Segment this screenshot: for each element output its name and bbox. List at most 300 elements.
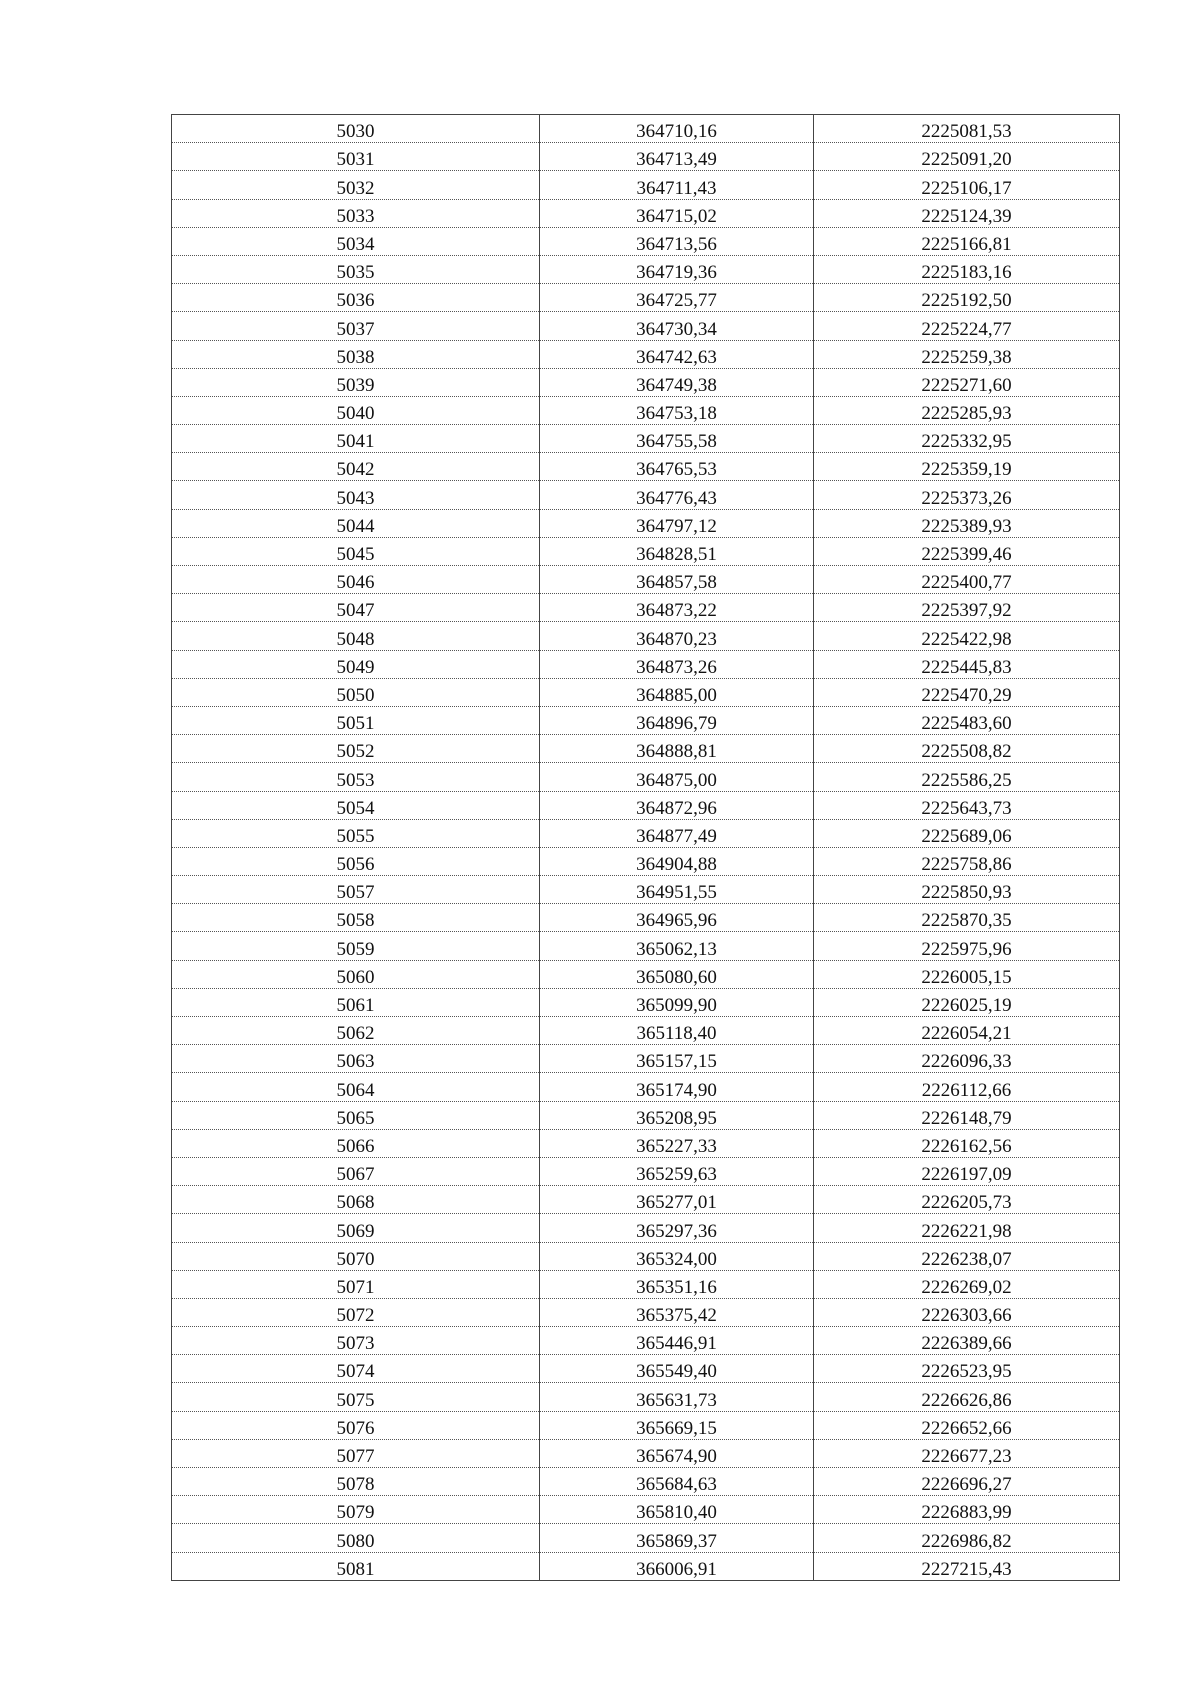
table-row [172, 904, 1120, 932]
cell-text: 2226269,02 [921, 1276, 1012, 1298]
y-coordinate-cell [814, 904, 1120, 932]
y-coordinate-cell [814, 368, 1120, 396]
table-row [172, 1214, 1120, 1242]
x-coordinate-cell [540, 312, 814, 340]
cell-text: 364715,02 [636, 205, 717, 227]
point-number-cell [172, 143, 540, 171]
y-coordinate-cell [814, 622, 1120, 650]
cell-text: 5052 [336, 741, 375, 763]
y-coordinate-cell [814, 763, 1120, 791]
cell-text: 5077 [336, 1446, 375, 1467]
cell-text: 5063 [336, 1051, 375, 1073]
y-coordinate-cell [814, 1298, 1120, 1326]
y-coordinate-cell [814, 1017, 1120, 1045]
point-number-cell [172, 847, 540, 875]
cell-text: 365099,90 [636, 995, 717, 1016]
point-number-cell [172, 1411, 540, 1439]
x-coordinate-cell [540, 706, 814, 734]
point-number-cell [172, 227, 540, 255]
y-coordinate-cell [814, 791, 1120, 819]
cell-text: 2225224,77 [921, 318, 1012, 340]
cell-text: 2225091,20 [921, 149, 1012, 171]
x-coordinate-cell [540, 1129, 814, 1157]
cell-text: 5080 [336, 1530, 375, 1552]
cell-text: 364873,22 [636, 600, 717, 622]
x-coordinate-cell [540, 1101, 814, 1129]
y-coordinate-cell [814, 1101, 1120, 1129]
cell-text: 5033 [336, 205, 375, 227]
table-row [172, 1129, 1120, 1157]
cell-text: 365549,40 [636, 1361, 717, 1383]
y-coordinate-cell [814, 960, 1120, 988]
x-coordinate-cell [540, 255, 814, 283]
point-number-cell [172, 1157, 540, 1185]
table-row [172, 735, 1120, 763]
table-row [172, 706, 1120, 734]
cell-text: 364872,96 [636, 797, 717, 819]
cell-text: 2226626,86 [921, 1389, 1012, 1411]
cell-text: 2226303,66 [921, 1305, 1012, 1327]
point-number-cell [172, 368, 540, 396]
cell-text: 2225106,17 [921, 177, 1012, 199]
cell-text: 364904,88 [636, 854, 717, 876]
cell-text: 2226883,99 [921, 1502, 1012, 1524]
x-coordinate-cell [540, 1214, 814, 1242]
cell-text: 364730,34 [636, 318, 717, 340]
point-number-cell [172, 932, 540, 960]
cell-text: 5036 [336, 290, 375, 312]
point-number-cell [172, 1439, 540, 1467]
x-coordinate-cell [540, 340, 814, 368]
cell-text: 365208,95 [636, 1107, 717, 1129]
x-coordinate-cell [540, 1496, 814, 1524]
point-number-cell [172, 1017, 540, 1045]
y-coordinate-cell [814, 594, 1120, 622]
cell-text: 364725,77 [636, 290, 717, 312]
table-row [172, 1017, 1120, 1045]
x-coordinate-cell [540, 904, 814, 932]
x-coordinate-cell [540, 622, 814, 650]
table-row [172, 171, 1120, 199]
y-coordinate-cell [814, 1439, 1120, 1467]
cell-text: 5081 [336, 1558, 375, 1580]
cell-text: 5040 [336, 403, 375, 425]
x-coordinate-cell [540, 1157, 814, 1185]
point-number-cell [172, 171, 540, 199]
point-number-cell [172, 566, 540, 594]
table-row [172, 425, 1120, 453]
cell-text: 365674,90 [636, 1446, 717, 1467]
cell-text: 5060 [336, 966, 375, 988]
cell-text: 364797,12 [636, 515, 717, 537]
y-coordinate-cell [814, 1496, 1120, 1524]
cell-text: 5064 [336, 1079, 375, 1101]
cell-text: 2225259,38 [921, 346, 1012, 368]
cell-text: 5058 [336, 910, 375, 932]
point-number-cell [172, 819, 540, 847]
point-number-cell [172, 706, 540, 734]
x-coordinate-cell [540, 115, 814, 143]
point-number-cell [172, 1327, 540, 1355]
table-row [172, 143, 1120, 171]
cell-text: 2226148,79 [921, 1107, 1012, 1129]
table-row [172, 227, 1120, 255]
y-coordinate-cell [814, 171, 1120, 199]
cell-text: 5044 [336, 515, 375, 537]
cell-text: 364753,18 [636, 403, 717, 425]
x-coordinate-cell [540, 791, 814, 819]
cell-text: 5059 [336, 938, 375, 960]
cell-text: 2226652,66 [921, 1417, 1012, 1439]
cell-text: 364755,58 [636, 431, 717, 453]
point-number-cell [172, 1073, 540, 1101]
cell-text: 5041 [336, 431, 375, 453]
cell-text: 365324,00 [636, 1248, 717, 1270]
x-coordinate-cell [540, 735, 814, 763]
cell-text: 2225850,93 [921, 882, 1012, 904]
cell-text: 5070 [336, 1248, 375, 1270]
point-number-cell [172, 650, 540, 678]
y-coordinate-cell [814, 1411, 1120, 1439]
cell-text: 5031 [336, 149, 375, 171]
cell-text: 2227215,43 [921, 1558, 1012, 1580]
cell-text: 2225400,77 [921, 572, 1012, 594]
cell-text: 5069 [336, 1220, 375, 1242]
table-row [172, 1186, 1120, 1214]
table-row [172, 1411, 1120, 1439]
x-coordinate-cell [540, 1411, 814, 1439]
table-row [172, 622, 1120, 650]
cell-text: 2225689,06 [921, 825, 1012, 847]
cell-text: 5068 [336, 1192, 375, 1214]
cell-text: 364713,49 [636, 149, 717, 171]
table-row [172, 819, 1120, 847]
x-coordinate-cell [540, 1186, 814, 1214]
point-number-cell [172, 904, 540, 932]
cell-text: 2226005,15 [921, 966, 1012, 988]
cell-text: 2225508,82 [921, 741, 1012, 763]
point-number-cell [172, 678, 540, 706]
point-number-cell [172, 1129, 540, 1157]
cell-text: 364742,63 [636, 346, 717, 368]
point-number-cell [172, 453, 540, 481]
y-coordinate-cell [814, 396, 1120, 424]
cell-text: 364711,43 [636, 177, 717, 199]
cell-text: 2226696,27 [921, 1474, 1012, 1496]
cell-text: 5039 [336, 374, 375, 396]
cell-text: 5034 [336, 233, 375, 255]
cell-text: 2225483,60 [921, 713, 1012, 735]
y-coordinate-cell [814, 312, 1120, 340]
cell-text: 2225470,29 [921, 684, 1012, 706]
cell-text: 365810,40 [636, 1502, 717, 1524]
cell-text: 5071 [336, 1276, 375, 1298]
cell-text: 2226112,66 [921, 1079, 1012, 1101]
cell-text: 364719,36 [636, 262, 717, 284]
point-number-cell [172, 1298, 540, 1326]
y-coordinate-cell [814, 1242, 1120, 1270]
x-coordinate-cell [540, 143, 814, 171]
cell-text: 5043 [336, 487, 375, 509]
x-coordinate-cell [540, 988, 814, 1016]
cell-text: 2225975,96 [921, 938, 1012, 960]
cell-text: 5030 [336, 121, 375, 143]
cell-text: 364857,58 [636, 572, 717, 594]
cell-text: 5067 [336, 1164, 375, 1186]
cell-text: 2225870,35 [921, 910, 1012, 932]
point-number-cell [172, 735, 540, 763]
cell-text: 364877,49 [636, 825, 717, 847]
cell-text: 365080,60 [636, 966, 717, 988]
table-row [172, 368, 1120, 396]
table-row [172, 199, 1120, 227]
cell-text: 5045 [336, 544, 375, 565]
table-row [172, 988, 1120, 1016]
point-number-cell [172, 763, 540, 791]
x-coordinate-cell [540, 1017, 814, 1045]
table-row [172, 1270, 1120, 1298]
y-coordinate-cell [814, 425, 1120, 453]
point-number-cell [172, 115, 540, 143]
table-row [172, 255, 1120, 283]
cell-text: 364873,26 [636, 656, 717, 678]
point-number-cell [172, 1524, 540, 1552]
cell-text: 5049 [336, 656, 375, 678]
cell-text: 2225399,46 [921, 544, 1012, 565]
y-coordinate-cell [814, 1355, 1120, 1383]
point-number-cell [172, 988, 540, 1016]
x-coordinate-cell [540, 1524, 814, 1552]
table-row [172, 1298, 1120, 1326]
cell-text: 364896,79 [636, 713, 717, 735]
cell-text: 2225183,16 [921, 262, 1012, 284]
y-coordinate-cell [814, 284, 1120, 312]
cell-text: 5037 [336, 318, 375, 340]
cell-text: 365118,40 [636, 1023, 717, 1045]
x-coordinate-cell [540, 1045, 814, 1073]
cell-text: 2226197,09 [921, 1164, 1012, 1186]
cell-text: 5078 [336, 1474, 375, 1496]
cell-text: 5066 [336, 1135, 375, 1157]
y-coordinate-cell [814, 340, 1120, 368]
cell-text: 364828,51 [636, 544, 717, 565]
point-number-cell [172, 509, 540, 537]
cell-text: 2225586,25 [921, 769, 1012, 791]
cell-text: 364765,53 [636, 459, 717, 481]
x-coordinate-cell [540, 425, 814, 453]
y-coordinate-cell [814, 1214, 1120, 1242]
y-coordinate-cell [814, 537, 1120, 565]
cell-text: 2226677,23 [921, 1446, 1012, 1467]
cell-text: 5062 [336, 1023, 375, 1045]
cell-text: 365446,91 [636, 1333, 717, 1355]
cell-text: 5048 [336, 628, 375, 650]
table-row [172, 115, 1120, 143]
table-row [172, 1524, 1120, 1552]
x-coordinate-cell [540, 481, 814, 509]
cell-text: 2225758,86 [921, 854, 1012, 876]
table-row [172, 847, 1120, 875]
x-coordinate-cell [540, 650, 814, 678]
y-coordinate-cell [814, 876, 1120, 904]
y-coordinate-cell [814, 143, 1120, 171]
y-coordinate-cell [814, 199, 1120, 227]
y-coordinate-cell [814, 650, 1120, 678]
cell-text: 5074 [336, 1361, 375, 1383]
cell-text: 365174,90 [636, 1079, 717, 1101]
cell-text: 5038 [336, 346, 375, 368]
x-coordinate-cell [540, 678, 814, 706]
cell-text: 364965,96 [636, 910, 717, 932]
x-coordinate-cell [540, 284, 814, 312]
table-row [172, 594, 1120, 622]
x-coordinate-cell [540, 171, 814, 199]
x-coordinate-cell [540, 566, 814, 594]
cell-text: 2225373,26 [921, 487, 1012, 509]
cell-text: 2226205,73 [921, 1192, 1012, 1214]
cell-text: 5046 [336, 572, 375, 594]
table-row [172, 1552, 1120, 1580]
cell-text: 364713,56 [636, 233, 717, 255]
table-row [172, 1383, 1120, 1411]
table-row [172, 932, 1120, 960]
table-row [172, 537, 1120, 565]
y-coordinate-cell [814, 988, 1120, 1016]
y-coordinate-cell [814, 1468, 1120, 1496]
cell-text: 364749,38 [636, 374, 717, 396]
table-row [172, 566, 1120, 594]
cell-text: 364951,55 [636, 882, 717, 904]
point-number-cell [172, 481, 540, 509]
y-coordinate-cell [814, 566, 1120, 594]
x-coordinate-cell [540, 1298, 814, 1326]
table-row [172, 1157, 1120, 1185]
y-coordinate-cell [814, 453, 1120, 481]
cell-text: 5054 [336, 797, 375, 819]
cell-text: 2226389,66 [921, 1333, 1012, 1355]
table-row [172, 678, 1120, 706]
cell-text: 365157,15 [636, 1051, 717, 1073]
point-number-cell [172, 340, 540, 368]
x-coordinate-cell [540, 876, 814, 904]
y-coordinate-cell [814, 255, 1120, 283]
y-coordinate-cell [814, 115, 1120, 143]
point-number-cell [172, 537, 540, 565]
cell-text: 2226162,56 [921, 1135, 1012, 1157]
point-number-cell [172, 1214, 540, 1242]
x-coordinate-cell [540, 1242, 814, 1270]
table-row [172, 396, 1120, 424]
cell-text: 365669,15 [636, 1417, 717, 1439]
x-coordinate-cell [540, 960, 814, 988]
cell-text: 364888,81 [636, 741, 717, 763]
point-number-cell [172, 1045, 540, 1073]
cell-text: 5050 [336, 684, 375, 706]
x-coordinate-cell [540, 537, 814, 565]
cell-text: 5051 [336, 713, 375, 735]
cell-text: 2225643,73 [921, 797, 1012, 819]
table-row [172, 453, 1120, 481]
point-number-cell [172, 1101, 540, 1129]
x-coordinate-cell [540, 819, 814, 847]
x-coordinate-cell [540, 199, 814, 227]
y-coordinate-cell [814, 819, 1120, 847]
point-number-cell [172, 1496, 540, 1524]
point-number-cell [172, 425, 540, 453]
point-number-cell [172, 396, 540, 424]
cell-text: 2226054,21 [921, 1023, 1012, 1045]
cell-text: 5032 [336, 177, 375, 199]
cell-text: 5042 [336, 459, 375, 481]
cell-text: 364875,00 [636, 769, 717, 791]
y-coordinate-cell [814, 678, 1120, 706]
y-coordinate-cell [814, 735, 1120, 763]
point-number-cell [172, 1270, 540, 1298]
x-coordinate-cell [540, 1383, 814, 1411]
x-coordinate-cell [540, 396, 814, 424]
point-number-cell [172, 1552, 540, 1580]
point-number-cell [172, 594, 540, 622]
cell-text: 365277,01 [636, 1192, 717, 1214]
table-row [172, 1439, 1120, 1467]
cell-text: 5072 [336, 1305, 375, 1327]
x-coordinate-cell [540, 932, 814, 960]
table-row [172, 1327, 1120, 1355]
cell-text: 2225445,83 [921, 656, 1012, 678]
table-row [172, 312, 1120, 340]
table-row [172, 1101, 1120, 1129]
point-number-cell [172, 312, 540, 340]
cell-text: 2225192,50 [921, 290, 1012, 312]
x-coordinate-cell [540, 1468, 814, 1496]
point-number-cell [172, 876, 540, 904]
cell-text: 2225271,60 [921, 374, 1012, 396]
y-coordinate-cell [814, 1327, 1120, 1355]
cell-text: 2225389,93 [921, 515, 1012, 537]
x-coordinate-cell [540, 227, 814, 255]
cell-text: 365631,73 [636, 1389, 717, 1411]
cell-text: 2225332,95 [921, 431, 1012, 453]
cell-text: 365297,36 [636, 1220, 717, 1242]
table-row [172, 509, 1120, 537]
y-coordinate-cell [814, 509, 1120, 537]
point-number-cell [172, 1468, 540, 1496]
table-row [172, 1045, 1120, 1073]
cell-text: 5053 [336, 769, 375, 791]
table-row [172, 284, 1120, 312]
coordinates-table [171, 114, 1120, 1581]
y-coordinate-cell [814, 1186, 1120, 1214]
x-coordinate-cell [540, 594, 814, 622]
y-coordinate-cell [814, 847, 1120, 875]
y-coordinate-cell [814, 227, 1120, 255]
cell-text: 364870,23 [636, 628, 717, 650]
cell-text: 365259,63 [636, 1164, 717, 1186]
cell-text: 2226238,07 [921, 1248, 1012, 1270]
coordinates-table-body [172, 115, 1120, 1581]
point-number-cell [172, 960, 540, 988]
cell-text: 2225359,19 [921, 459, 1012, 481]
cell-text: 5079 [336, 1502, 375, 1524]
cell-text: 365351,16 [636, 1276, 717, 1298]
cell-text: 2226986,82 [921, 1530, 1012, 1552]
table-row [172, 876, 1120, 904]
x-coordinate-cell [540, 847, 814, 875]
y-coordinate-cell [814, 1270, 1120, 1298]
cell-text: 5057 [336, 882, 375, 904]
cell-text: 365227,33 [636, 1135, 717, 1157]
table-row [172, 1073, 1120, 1101]
